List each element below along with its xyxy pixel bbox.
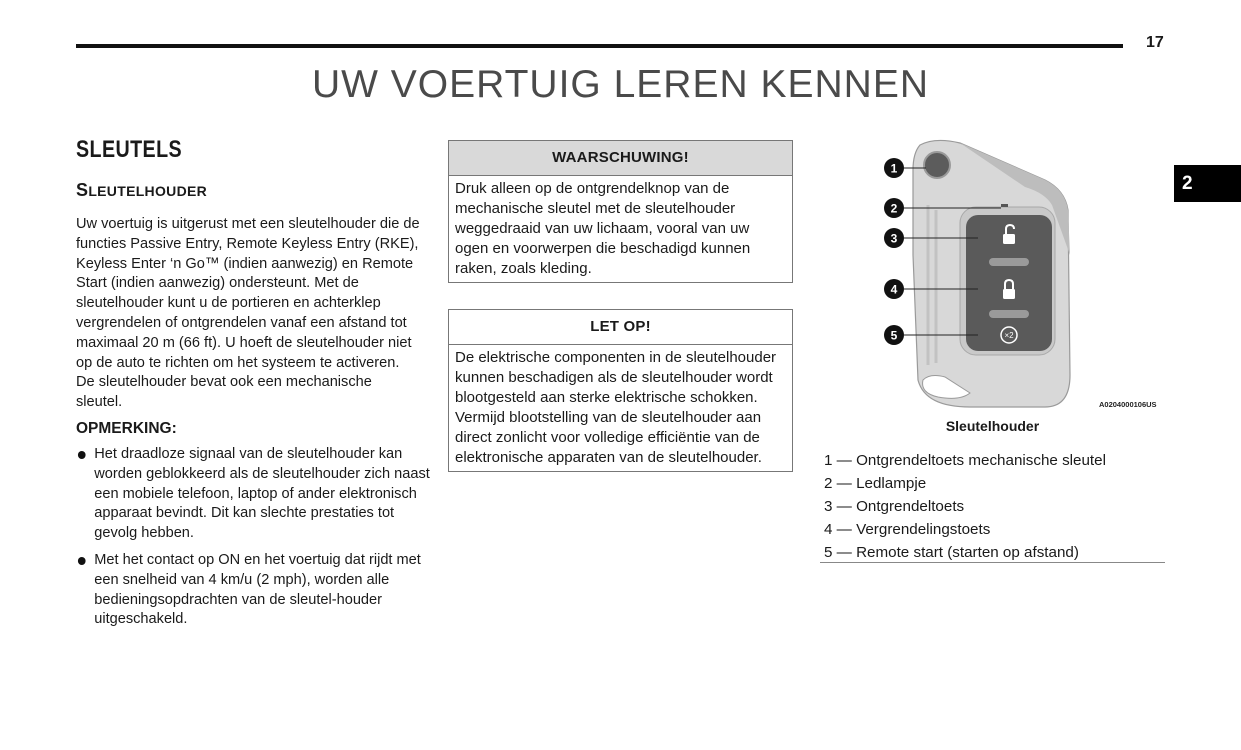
list-item-text: Met het contact op ON en het voertuig dat rijdt met een snelheid van 4 km/u (2 mph), worden alle bedieningsopdrachten van de sleutel-houder uitgeschakeld. (94, 550, 421, 628)
remote-start-label: ×2 (1004, 331, 1014, 340)
page-number: 17 (1146, 34, 1164, 51)
section-heading: SLEUTELS (76, 136, 183, 163)
warning-text: Druk alleen op de ontgrendelknop van de mechanische sleutel met de sleutelhouder weggedraaid van uw lichaam, vooral van uw ogen en voorwerpen die beschadigd kunnen raken, zoals kleding. (455, 180, 751, 277)
left-column (76, 136, 430, 636)
header-rule (76, 44, 1123, 48)
figure-caption: Sleutelhouder (945, 418, 1040, 434)
callout-3-label: 3 (890, 231, 898, 246)
legend-item: 3 — Ontgrendeltoets (824, 498, 965, 515)
key-release-button (924, 152, 950, 178)
list-item (76, 444, 440, 543)
callout-5-label: 5 (890, 328, 898, 343)
button-separator (989, 258, 1029, 266)
caution-text: De elektrische componenten in de sleutelhouder kunnen beschadigen als de sleutelhouder wordt blootgesteld aan sterke elektrische schokken. Vermijd blootstelling van de sleutelhouder aan direct zonlicht voor volledige efficiëntie van de elektronische apparaten van de sleutelhouder. (455, 349, 777, 466)
legend-rule (820, 562, 1165, 563)
subsection-heading-initial: S (76, 180, 89, 200)
legend-item: 2 — Ledlampje (824, 475, 927, 492)
subsection-heading-rest: LEUTELHOUDER (88, 183, 208, 199)
callout-2-label: 2 (890, 201, 898, 216)
led-indicator (1001, 204, 1008, 207)
chapter-tab[interactable]: 2 (1174, 165, 1241, 202)
note-heading: OPMERKING: (76, 419, 177, 437)
legend-item: 1 — Ontgrendeltoets mechanische sleutel (824, 452, 1106, 469)
callout-5 (884, 325, 904, 345)
list-item (76, 550, 440, 629)
callout-3 (884, 228, 904, 248)
list-item-text: Het draadloze signaal van de sleutelhouder kan worden geblokkeerd als de sleutelhouder zich naast een mobiele telefoon, laptop of ander elektronisch apparaat bevindt. Dit kan slechte prestaties tot gevolg hebben. (94, 444, 430, 542)
subsection-heading (76, 180, 420, 206)
button-separator (989, 310, 1029, 318)
callout-2 (884, 198, 904, 218)
callout-1-label: 1 (890, 161, 898, 176)
chapter-title: UW VOERTUIG LEREN KENNEN (311, 63, 930, 106)
callout-4-label: 4 (890, 282, 898, 297)
warning-box (448, 140, 793, 283)
figure-code: A0204000106US (1099, 400, 1157, 409)
legend-item: 5 — Remote start (starten op afstand) (824, 544, 1079, 561)
bullet-icon (78, 557, 86, 565)
intro-paragraph: Uw voertuig is uitgerust met een sleutelhouder die de functies Passive Entry, Remote Keyless Entry (RKE), Keyless Enter ‘n Go™ (indien aanwezig) en Remote Start (indien aanwezig) ondersteunt. Met de sleutelhouder kunt u de portieren en achterklep vergrendelen of ontgrendelen vanaf een afstand tot maximaal 20 m (66 ft). U hoeft de sleutelhouder niet op de auto te richten om het systeem te activeren. De sleutelhouder bevat ook een mechanische sleutel. (76, 215, 420, 411)
legend-item: 4 — Vergrendelingstoets (824, 521, 991, 538)
callout-4 (884, 279, 904, 299)
bullet-icon (78, 451, 86, 459)
caution-box (448, 309, 793, 472)
note-list (76, 444, 430, 629)
caution-title: LET OP! (449, 310, 792, 345)
callout-1 (884, 158, 904, 178)
figure-legend (824, 449, 1169, 564)
warning-title: WAARSCHUWING! (449, 141, 792, 176)
key-fob-illustration (820, 135, 1165, 420)
